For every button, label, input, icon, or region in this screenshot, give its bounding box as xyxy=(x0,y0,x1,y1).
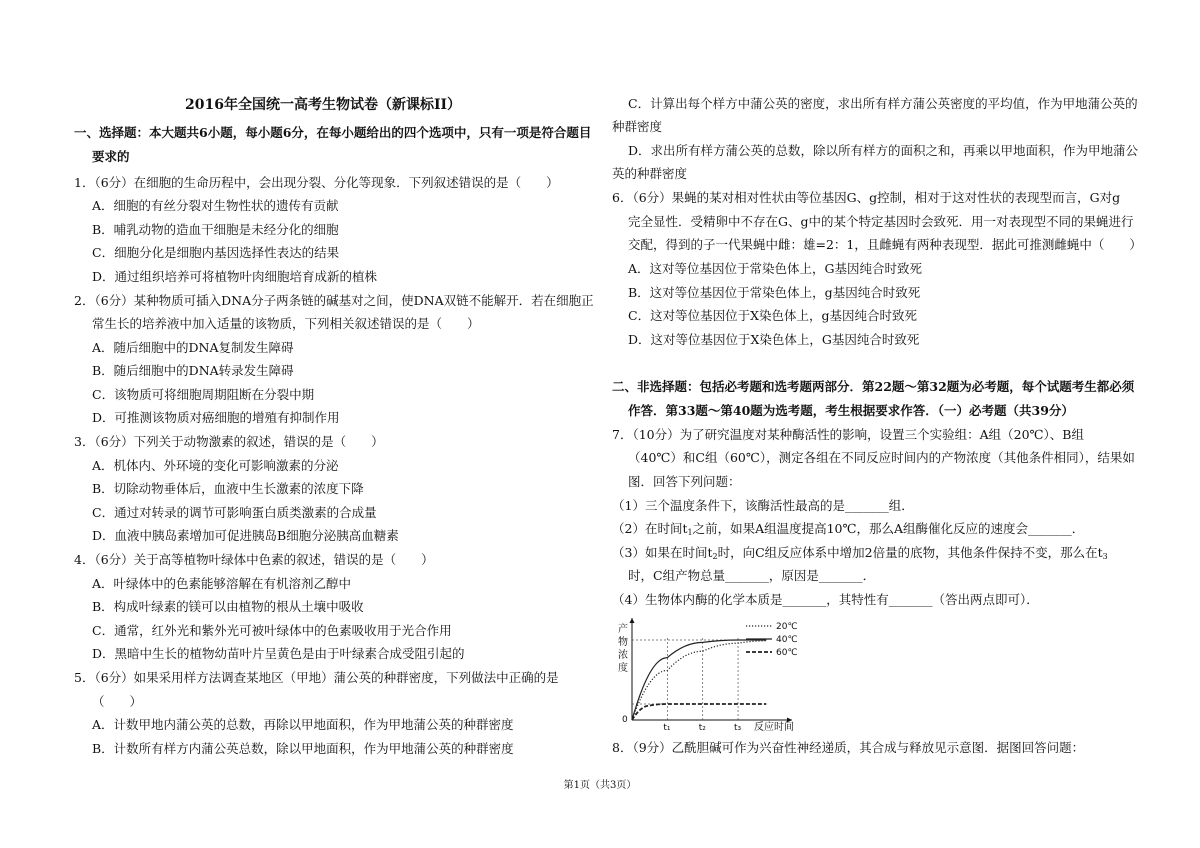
q2-option-d: D．可推测该物质对癌细胞的增殖有抑制作用 xyxy=(92,410,340,425)
y-axis-label-char: 物 xyxy=(618,637,628,648)
q6-stem-cont1: 完全显性．受精卵中不存在G、g中的某个特定基因时会致死．用一对表现型不同的果蝇进行 xyxy=(628,214,1134,229)
page-title: 2016年全国统一高考生物试卷（新课标II） xyxy=(185,97,462,113)
q5-option-c: C．计算出每个样方中蒲公英的密度，求出所有样方蒲公英密度的平均值，作为甲地蒲公英的 xyxy=(628,96,1138,111)
section2-heading: 二、非选择题：包括必考题和选考题两部分．第22题～第32题为必考题，每个试题考生都必须 xyxy=(612,379,1135,394)
y-axis-arrow xyxy=(630,618,635,623)
q1-option-c: C．细胞分化是细胞内基因选择性表达的结果 xyxy=(92,245,340,260)
legend-label: 60℃ xyxy=(776,648,798,658)
q7-part2-a: （2）在时间t xyxy=(612,521,688,536)
q6-stem: 6．（6分）果蝇的某对相对性状由等位基因G、g控制，相对于这对性状的表现型而言，G对g xyxy=(612,190,1121,205)
q5-option-b: B．计数所有样方内蒲公英总数，除以甲地面积，作为甲地蒲公英的种群密度 xyxy=(92,741,514,756)
q1-option-b: B．哺乳动物的造血干细胞是未经分化的细胞 xyxy=(92,222,339,237)
q6-option-d: D．这对等位基因位于X染色体上，G基因纯合时致死 xyxy=(628,332,920,347)
q6-option-a: A．这对等位基因位于常染色体上，G基因纯合时致死 xyxy=(628,261,923,276)
q7-part2-sub: 1 xyxy=(687,528,693,537)
q7-part3-sub: 2 xyxy=(712,552,718,561)
q1-stem: 1．（6分）在细胞的生命历程中，会出现分裂、分化等现象．下列叙述错误的是（ ） xyxy=(74,175,559,190)
q7-part2-b: 之前，如果A组温度提高10℃，那么A组酶催化反应的速度会_______． xyxy=(692,521,1085,536)
section2-heading-cont: 作答．第33题～第40题为选考题，考生根据要求作答．（一）必考题（共39分） xyxy=(628,403,1074,418)
q7-part3 xyxy=(612,544,1108,565)
q5-option-a: A．计数甲地内蒲公英的总数，再除以甲地面积，作为甲地蒲公英的种群密度 xyxy=(92,717,514,732)
q2-option-a: A．随后细胞中的DNA复制发生障碍 xyxy=(92,340,294,355)
q5-option-c-cont: 种群密度 xyxy=(612,119,663,134)
y-axis-label-char: 浓 xyxy=(618,650,628,661)
q7-stem-cont1: （40℃）和C组（60℃），测定各组在不同反应时间内的产物浓度（其他条件相同），结果如 xyxy=(628,450,1135,465)
q6-stem-cont2: 交配，得到的子一代果蝇中雌：雄=2：1，且雌蝇有两种表现型．据此可推测雌蝇中（ ） xyxy=(628,237,1142,252)
section1-heading-cont: 要求的 xyxy=(92,149,130,164)
q8-stem: 8．（9分）乙酰胆碱可作为兴奋性神经递质，其合成与释放见示意图．据图回答问题： xyxy=(612,740,1085,755)
q3-option-a: A．机体内、外环境的变化可影响激素的分泌 xyxy=(92,458,339,473)
q3-option-c: C．通过对转录的调节可影响蛋白质类激素的合成量 xyxy=(92,505,377,520)
q7-part3-b: 时，向C组反应体系中增加2倍量的底物，其他条件保持不变，那么在t xyxy=(717,545,1103,560)
x-tick-label: t₃ xyxy=(734,723,742,732)
y-axis-label-char: 度 xyxy=(618,663,628,674)
q1-option-a: A．细胞的有丝分裂对生物性状的遗传有贡献 xyxy=(92,198,339,213)
x-tick-label: t₁ xyxy=(663,723,671,732)
origin-label: 0 xyxy=(622,715,628,725)
q7-part3-cont: 时，C组产物总量_______，原因是_______． xyxy=(628,568,876,583)
q3-stem: 3．（6分）下列关于动物激素的叙述，错误的是（ ） xyxy=(74,434,384,449)
q7-part3-sub2: 3 xyxy=(1102,552,1108,561)
q7-stem: 7．（10分）为了研究温度对某种酶活性的影响，设置三个实验组：A组（20℃）、B组 xyxy=(612,427,1084,442)
enzyme-chart xyxy=(614,614,804,732)
legend-label: 20℃ xyxy=(776,622,798,632)
q4-option-b: B．构成叶绿素的镁可以由植物的根从土壤中吸收 xyxy=(92,599,364,614)
q7-part3-a: （3）如果在时间t xyxy=(612,545,713,560)
q3-option-d: D．血液中胰岛素增加可促进胰岛B细胞分泌胰高血糖素 xyxy=(92,528,399,543)
q7-part4: （4）生物体内酶的化学本质是_______，其特性有_______（答出两点即可）． xyxy=(612,592,1039,607)
q2-option-b: B．随后细胞中的DNA转录发生障碍 xyxy=(92,363,294,378)
q2-stem: 2．（6分）某种物质可插入DNA分子两条链的碱基对之间，使DNA双链不能解开．若在细胞正 xyxy=(74,293,594,308)
q7-part1: （1）三个温度条件下，该酶活性最高的是_______组． xyxy=(612,498,914,513)
q5-option-d-cont: 英的种群密度 xyxy=(612,166,688,181)
q1-option-d: D．通过组织培养可将植物叶肉细胞培育成新的植株 xyxy=(92,269,378,284)
legend-label: 40℃ xyxy=(776,635,798,645)
q4-option-c: C．通常，红外光和紫外光可被叶绿体中的色素吸收用于光合作用 xyxy=(92,623,452,638)
q7-part2 xyxy=(612,520,1084,541)
series-line-dashed xyxy=(632,704,766,720)
q4-option-d: D．黑暗中生长的植物幼苗叶片呈黄色是由于叶绿素合成受阻引起的 xyxy=(92,646,465,661)
page-footer: 第1页（共3页） xyxy=(563,780,637,791)
y-axis-label-char: 产 xyxy=(618,624,628,635)
q6-option-b: B．这对等位基因位于常染色体上，g基因纯合时致死 xyxy=(628,285,921,300)
q4-stem: 4．（6分）关于高等植物叶绿体中色素的叙述，错误的是（ ） xyxy=(74,552,434,567)
q7-stem-cont2: 图．回答下列问题： xyxy=(628,474,741,489)
q5-stem-cont: （ ） xyxy=(92,694,143,709)
section1-heading: 一、选择题：本大题共6小题，每小题6分，在每小题给出的四个选项中，只有一项是符合题目 xyxy=(74,125,592,140)
q2-stem-cont: 常生长的培养液中加入适量的该物质，下列相关叙述错误的是（ ） xyxy=(92,316,480,331)
x-tick-label: t₂ xyxy=(698,723,706,732)
x-axis-label: 反应时间 xyxy=(754,722,794,732)
q4-option-a: A．叶绿体中的色素能够溶解在有机溶剂乙醇中 xyxy=(92,576,352,591)
q3-option-b: B．切除动物垂体后，血液中生长激素的浓度下降 xyxy=(92,481,364,496)
q6-option-c: C．这对等位基因位于X染色体上，g基因纯合时致死 xyxy=(628,308,917,323)
q5-stem: 5．（6分）如果采用样方法调查某地区（甲地）蒲公英的种群密度，下列做法中正确的是 xyxy=(74,670,559,685)
q2-option-c: C．该物质可将细胞周期阻断在分裂中期 xyxy=(92,387,315,402)
q5-option-d: D．求出所有样方蒲公英的总数，除以所有样方的面积之和，再乘以甲地面积，作为甲地蒲公 xyxy=(628,143,1139,158)
